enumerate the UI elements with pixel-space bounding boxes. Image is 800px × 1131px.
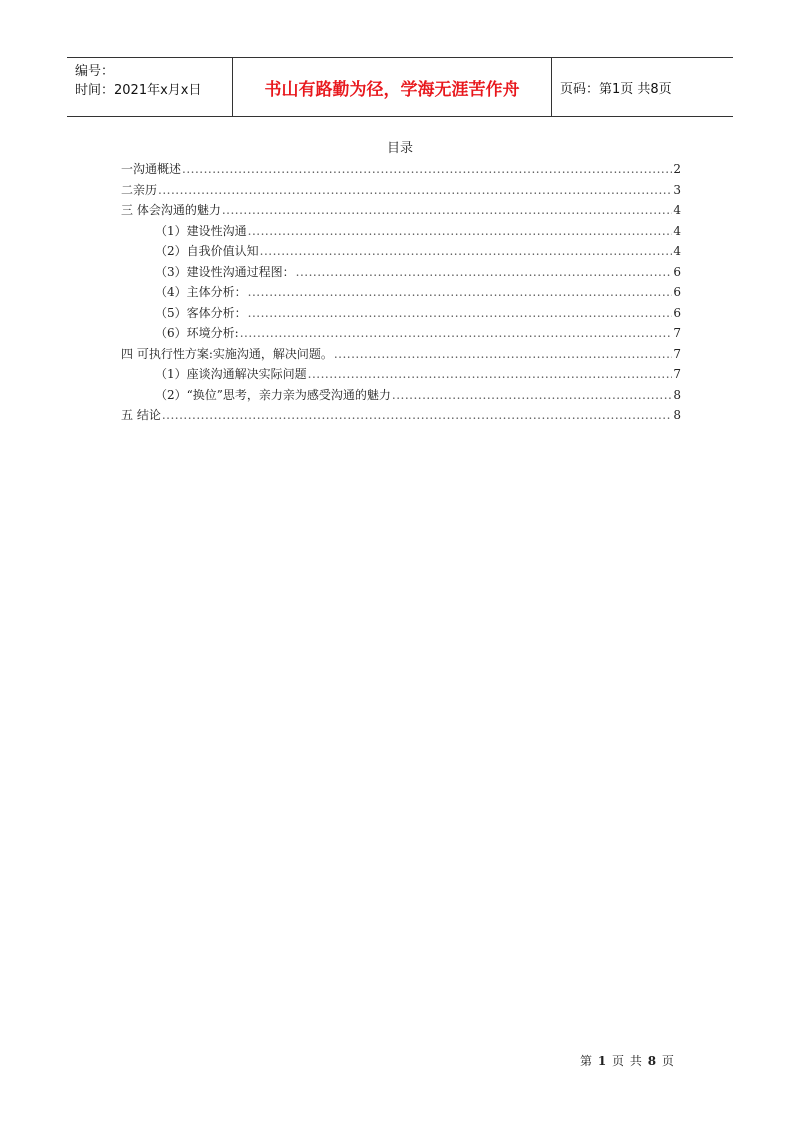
toc-entry-text: 四 可执行性方案:实施沟通，解决问题。 [121,346,333,361]
toc-entry-page: 7 [673,346,681,361]
toc-dot-leader [162,405,672,426]
toc-entry-text: （6）环境分析: [155,326,239,340]
header-page-info: 页码：第1页 共8页 [560,81,672,97]
toc-entry-text: （3）建设性沟通过程图： [155,264,295,279]
toc-entry-page: 6 [673,305,681,320]
toc-entry[interactable] [121,241,681,262]
toc-entry-page: 3 [673,182,681,197]
toc-entry[interactable] [121,405,681,426]
document-time-label: 时间：2021年x月x日 [75,83,202,98]
footer-current-page: 1 [597,1054,608,1068]
toc-dot-leader [308,364,672,385]
toc-dot-leader [248,282,672,303]
toc-entry[interactable] [121,180,681,201]
toc-dot-leader [260,241,672,262]
toc-dot-leader [248,221,672,242]
toc-entry-text: 三 体会沟通的魅力 [121,203,221,217]
toc-entry[interactable] [121,323,681,344]
toc-entry[interactable] [121,344,681,365]
toc-entry[interactable] [121,262,681,283]
toc-title: 目录 [386,141,413,156]
toc-entry[interactable] [121,385,681,406]
toc-entry-page: 4 [673,223,681,238]
toc-entry-text: 二亲历 [121,182,158,197]
toc-entry-page: 8 [673,408,681,422]
toc-dot-leader [248,303,672,324]
page-header [67,57,733,117]
footer-total-pages: 8 [647,1054,658,1068]
toc-dot-leader [158,180,672,201]
table-of-contents [121,159,681,426]
toc-entry-text: 一沟通概述 [121,162,182,176]
toc-entry-text: （2）自我价值认知 [155,244,259,258]
toc-entry[interactable] [121,221,681,242]
toc-entry-page: 6 [673,285,681,299]
toc-dot-leader [240,323,672,344]
toc-entry-page: 4 [673,203,681,217]
toc-entry-page: 6 [673,264,681,279]
toc-entry-text: （1）座谈沟通解决实际问题 [155,367,307,381]
toc-entry[interactable] [121,200,681,221]
toc-dot-leader [182,159,672,180]
toc-entry-text: （1）建设性沟通 [155,223,247,238]
toc-entry[interactable] [121,303,681,324]
toc-entry[interactable] [121,364,681,385]
toc-dot-leader [392,385,672,406]
toc-entry-page: 7 [673,367,681,381]
footer-suffix: 页 [661,1054,675,1068]
footer-middle: 页 共 [612,1054,643,1068]
toc-dot-leader [222,200,672,221]
document-number-label: 编号： [75,64,115,79]
toc-entry-page: 7 [673,326,681,340]
toc-entry-text: （2）“换位”思考，亲力亲为感受沟通的魅力 [155,387,391,402]
toc-dot-leader [296,262,672,283]
toc-entry[interactable] [121,282,681,303]
toc-entry-page: 2 [673,162,681,176]
toc-entry-page: 4 [673,244,681,258]
toc-entry-text: （5）客体分析： [155,305,247,320]
header-meta [67,58,232,116]
toc-entry[interactable] [121,159,681,180]
page-footer [580,1052,675,1069]
footer-prefix: 第 [580,1054,594,1068]
toc-entry-text: 五 结论 [121,408,161,422]
toc-dot-leader [334,344,672,365]
header-motto: 书山有路勤为径，学海无涯苦作舟 [232,58,552,116]
toc-entry-page: 8 [673,387,681,402]
toc-entry-text: （4）主体分析： [155,285,247,299]
